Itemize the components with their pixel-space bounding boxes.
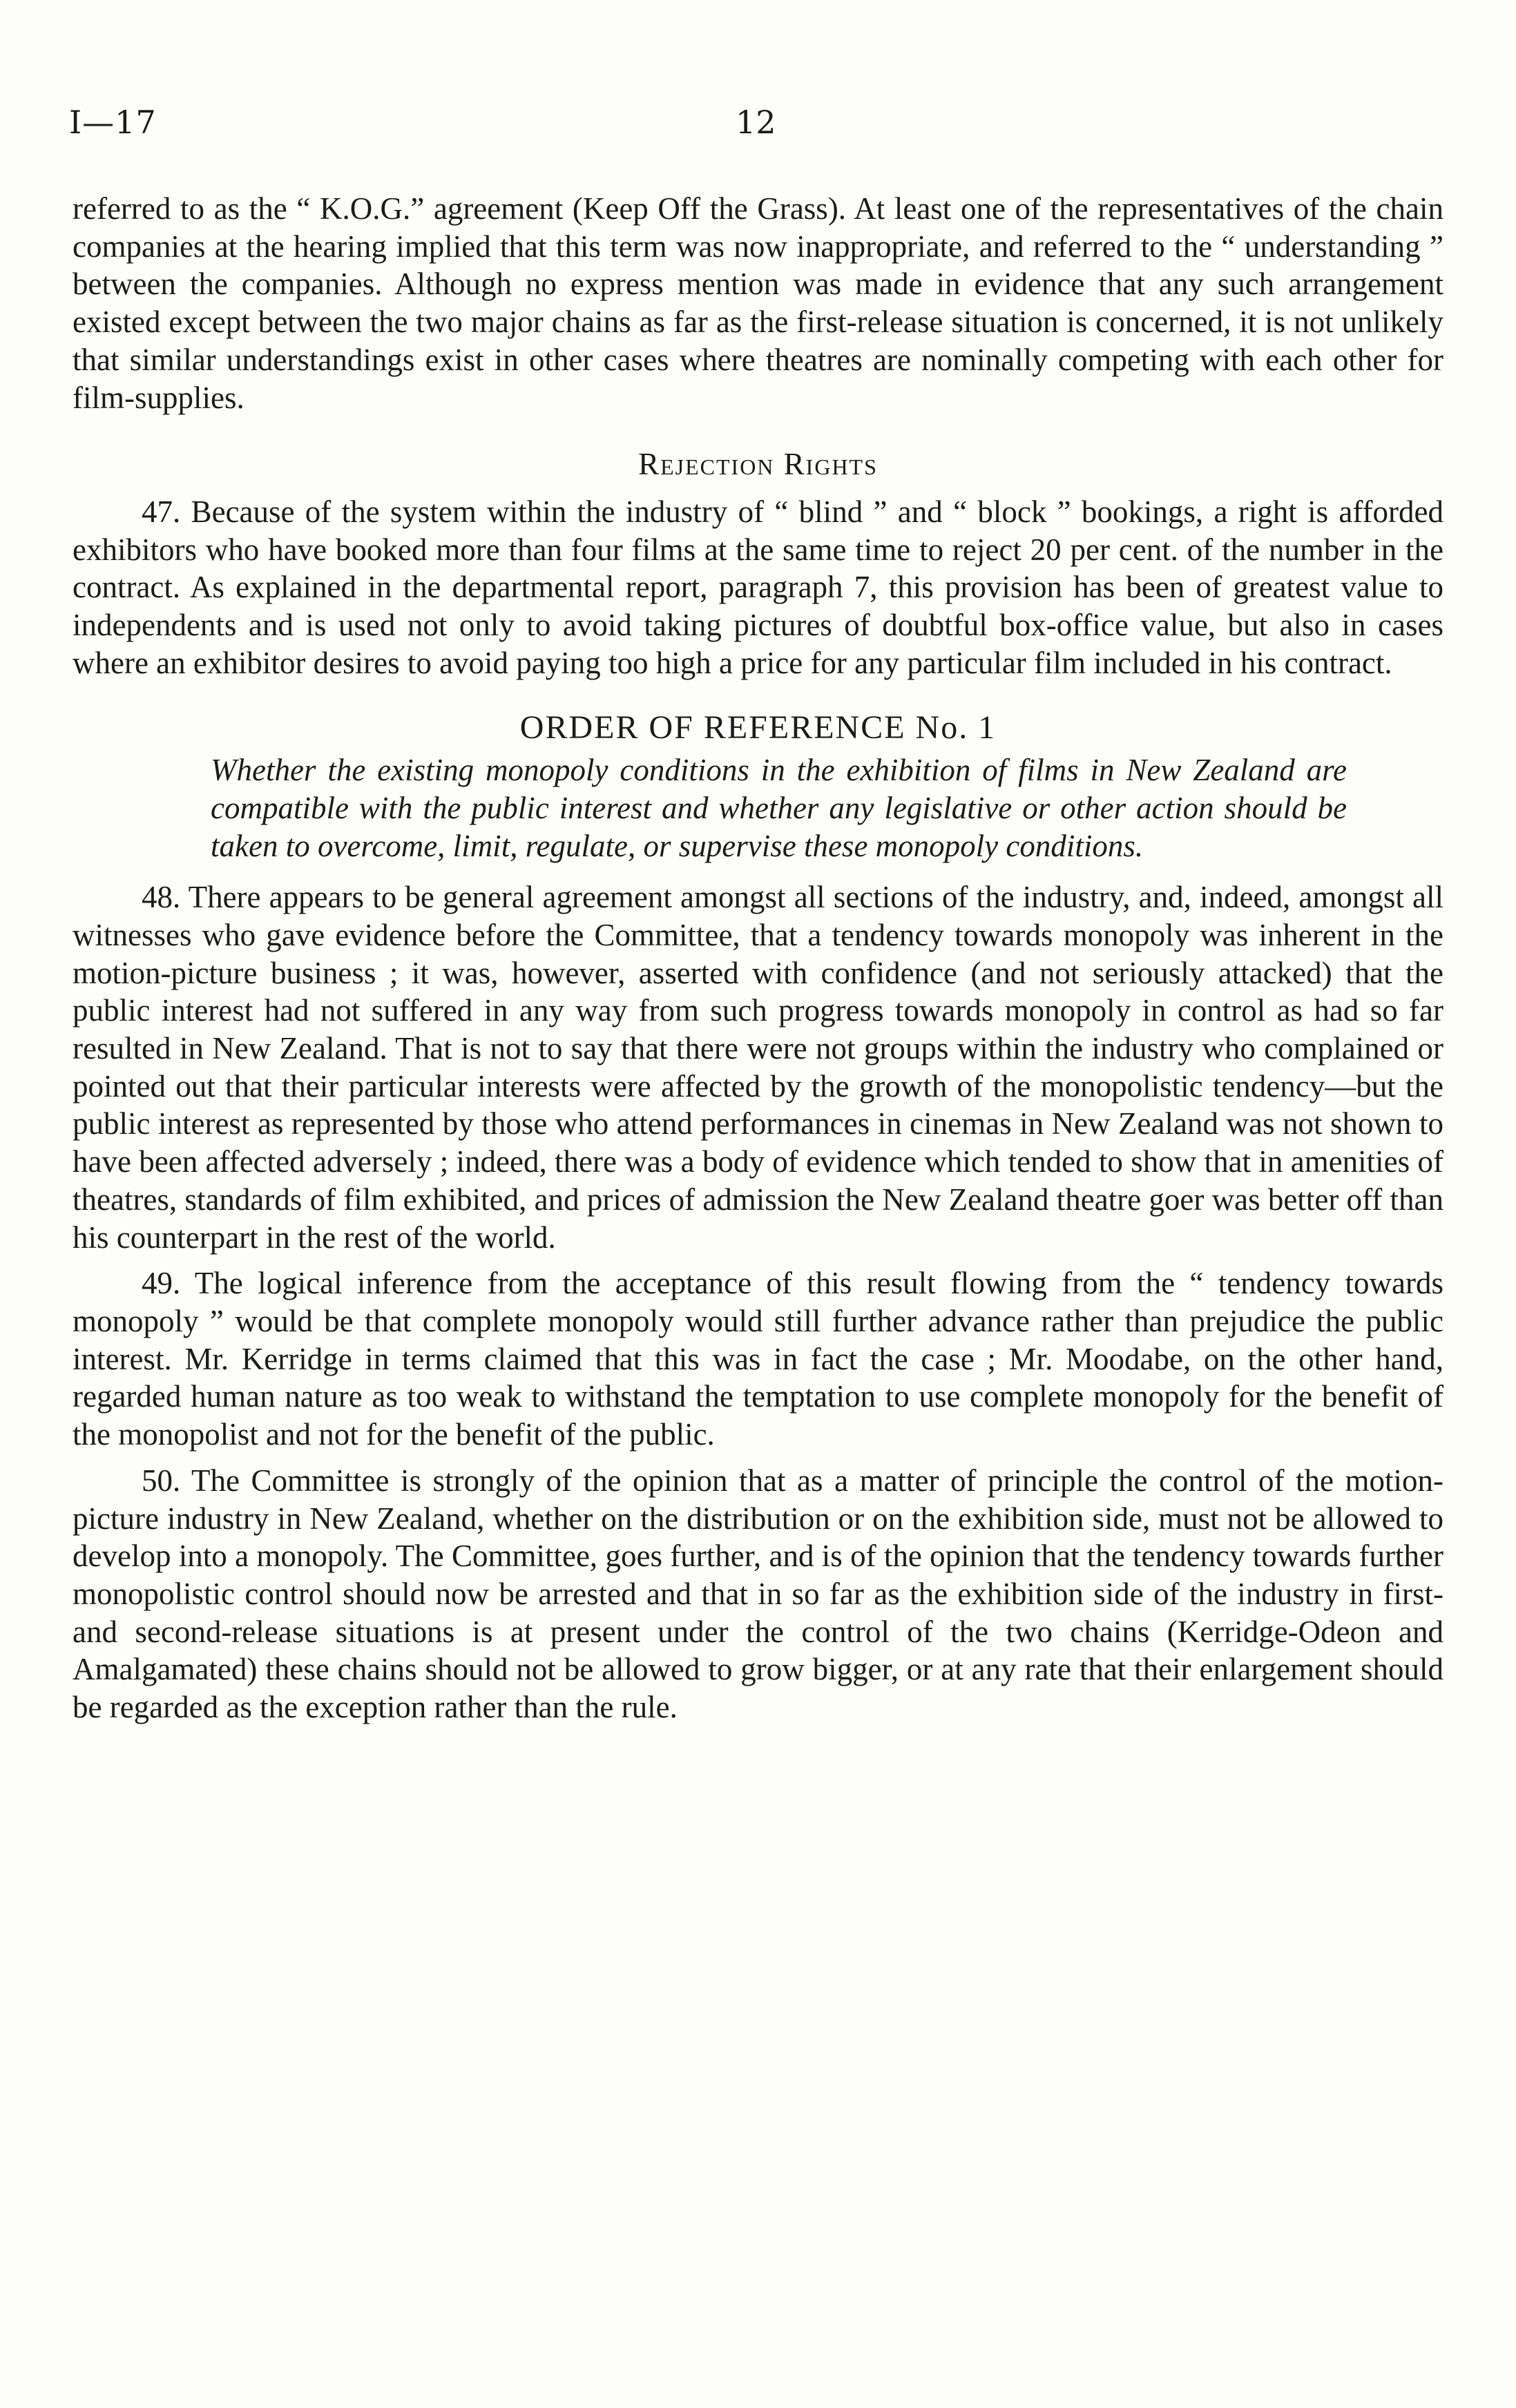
paragraph-48: 48. There appears to be general agreement amongst all sections of the industry, and, indeed, amongst all witnesses who gave evidence before the Committee, that a tendency towards monopoly was inherent in the motion-picture business ; it was, however, asserted with confidence (and not seriously attacked) that the public interest had not suffered in any way from such progress towards monopoly in control as had so far resulted in New Zealand. That is not to say that there were not groups within the industry who complained or pointed out that their particular interests were affected by the growth of the monopolistic tendency—but the public interest as represented by those who attend performances in cinemas in New Zealand was not shown to have been affected adversely ; indeed, there was a body of evidence which tended to show that in amenities of theatres, standards of film exhibited, and prices of admission the New Zealand theatre goer was better off than his counterpart in the rest of the world. bbox=[73, 880, 1443, 1255]
section-reference: I—17 bbox=[69, 104, 157, 141]
page-header bbox=[0, 104, 1516, 152]
order-of-reference-text: Whether the existing monopoly conditions in the exhibition of films in New Zealand are compatible with the public interest and whether any legislative or other action should be taken to overcome, limit, regulate, or supervise these monopoly conditions. bbox=[211, 753, 1347, 863]
paragraph-50: 50. The Committee is strongly of the opinion that as a matter of principle the control of the motion-picture industry in New Zealand, whether on the distribution or on the exhibition side, must not be allowed to develop into a monopoly. The Committee, goes further, and is of the opinion that the tendency towards further monopolistic control should now be arrested and that in so far as the exhibition side of the industry in first- and second-release situations is at present under the control of the two chains (Kerridge-Odeon and Amalgamated) these chains should not be allowed to grow bigger, or at any rate that their enlargement should be regarded as the exception rather than the rule. bbox=[73, 1463, 1443, 1725]
paragraph-intro: referred to as the “ K.O.G.” agreement (Keep Off the Grass). At least one of the representatives of the chain companies at the hearing implied that this term was now inappropriate, and referred to the “ understanding ” between the companies. Although no express mention was made in evidence that any such arrangement existed except between the two major chains as far as the first-release situation is concerned, it is not unlikely that similar understandings exist in other cases where theatres are nominally competing with each other for film-supplies. bbox=[73, 191, 1443, 415]
document-body bbox=[73, 190, 1443, 1726]
page-number: 12 bbox=[736, 104, 776, 141]
paragraph-49: 49. The logical inference from the acceptance of this result flowing from the “ tendency towards monopoly ” would be that complete monopoly would still further advance rather than prejudice the public interest. Mr. Kerridge in terms claimed that this was in fact the case ; Mr. Moodabe, on the other hand, regarded human nature as too weak to withstand the temptation to use complete monopoly for the benefit of the monopolist and not for the benefit of the public. bbox=[73, 1266, 1443, 1452]
section-heading-order-of-reference: ORDER OF REFERENCE No. 1 bbox=[519, 709, 997, 747]
paragraph-47: 47. Because of the system within the industry of “ blind ” and “ block ” bookings, a right is afforded exhibitors who have booked more than four films at the same time to reject 20 per cent. of the number in the contract. As explained in the departmental report, paragraph 7, this provision has been of greatest value to independents and is used not only to avoid taking pictures of doubtful box-office value, but also in cases where an exhibitor desires to avoid paying too high a price for any particular film included in his contract. bbox=[73, 494, 1443, 680]
section-heading-rejection-rights: Rejection Rights bbox=[638, 447, 878, 482]
